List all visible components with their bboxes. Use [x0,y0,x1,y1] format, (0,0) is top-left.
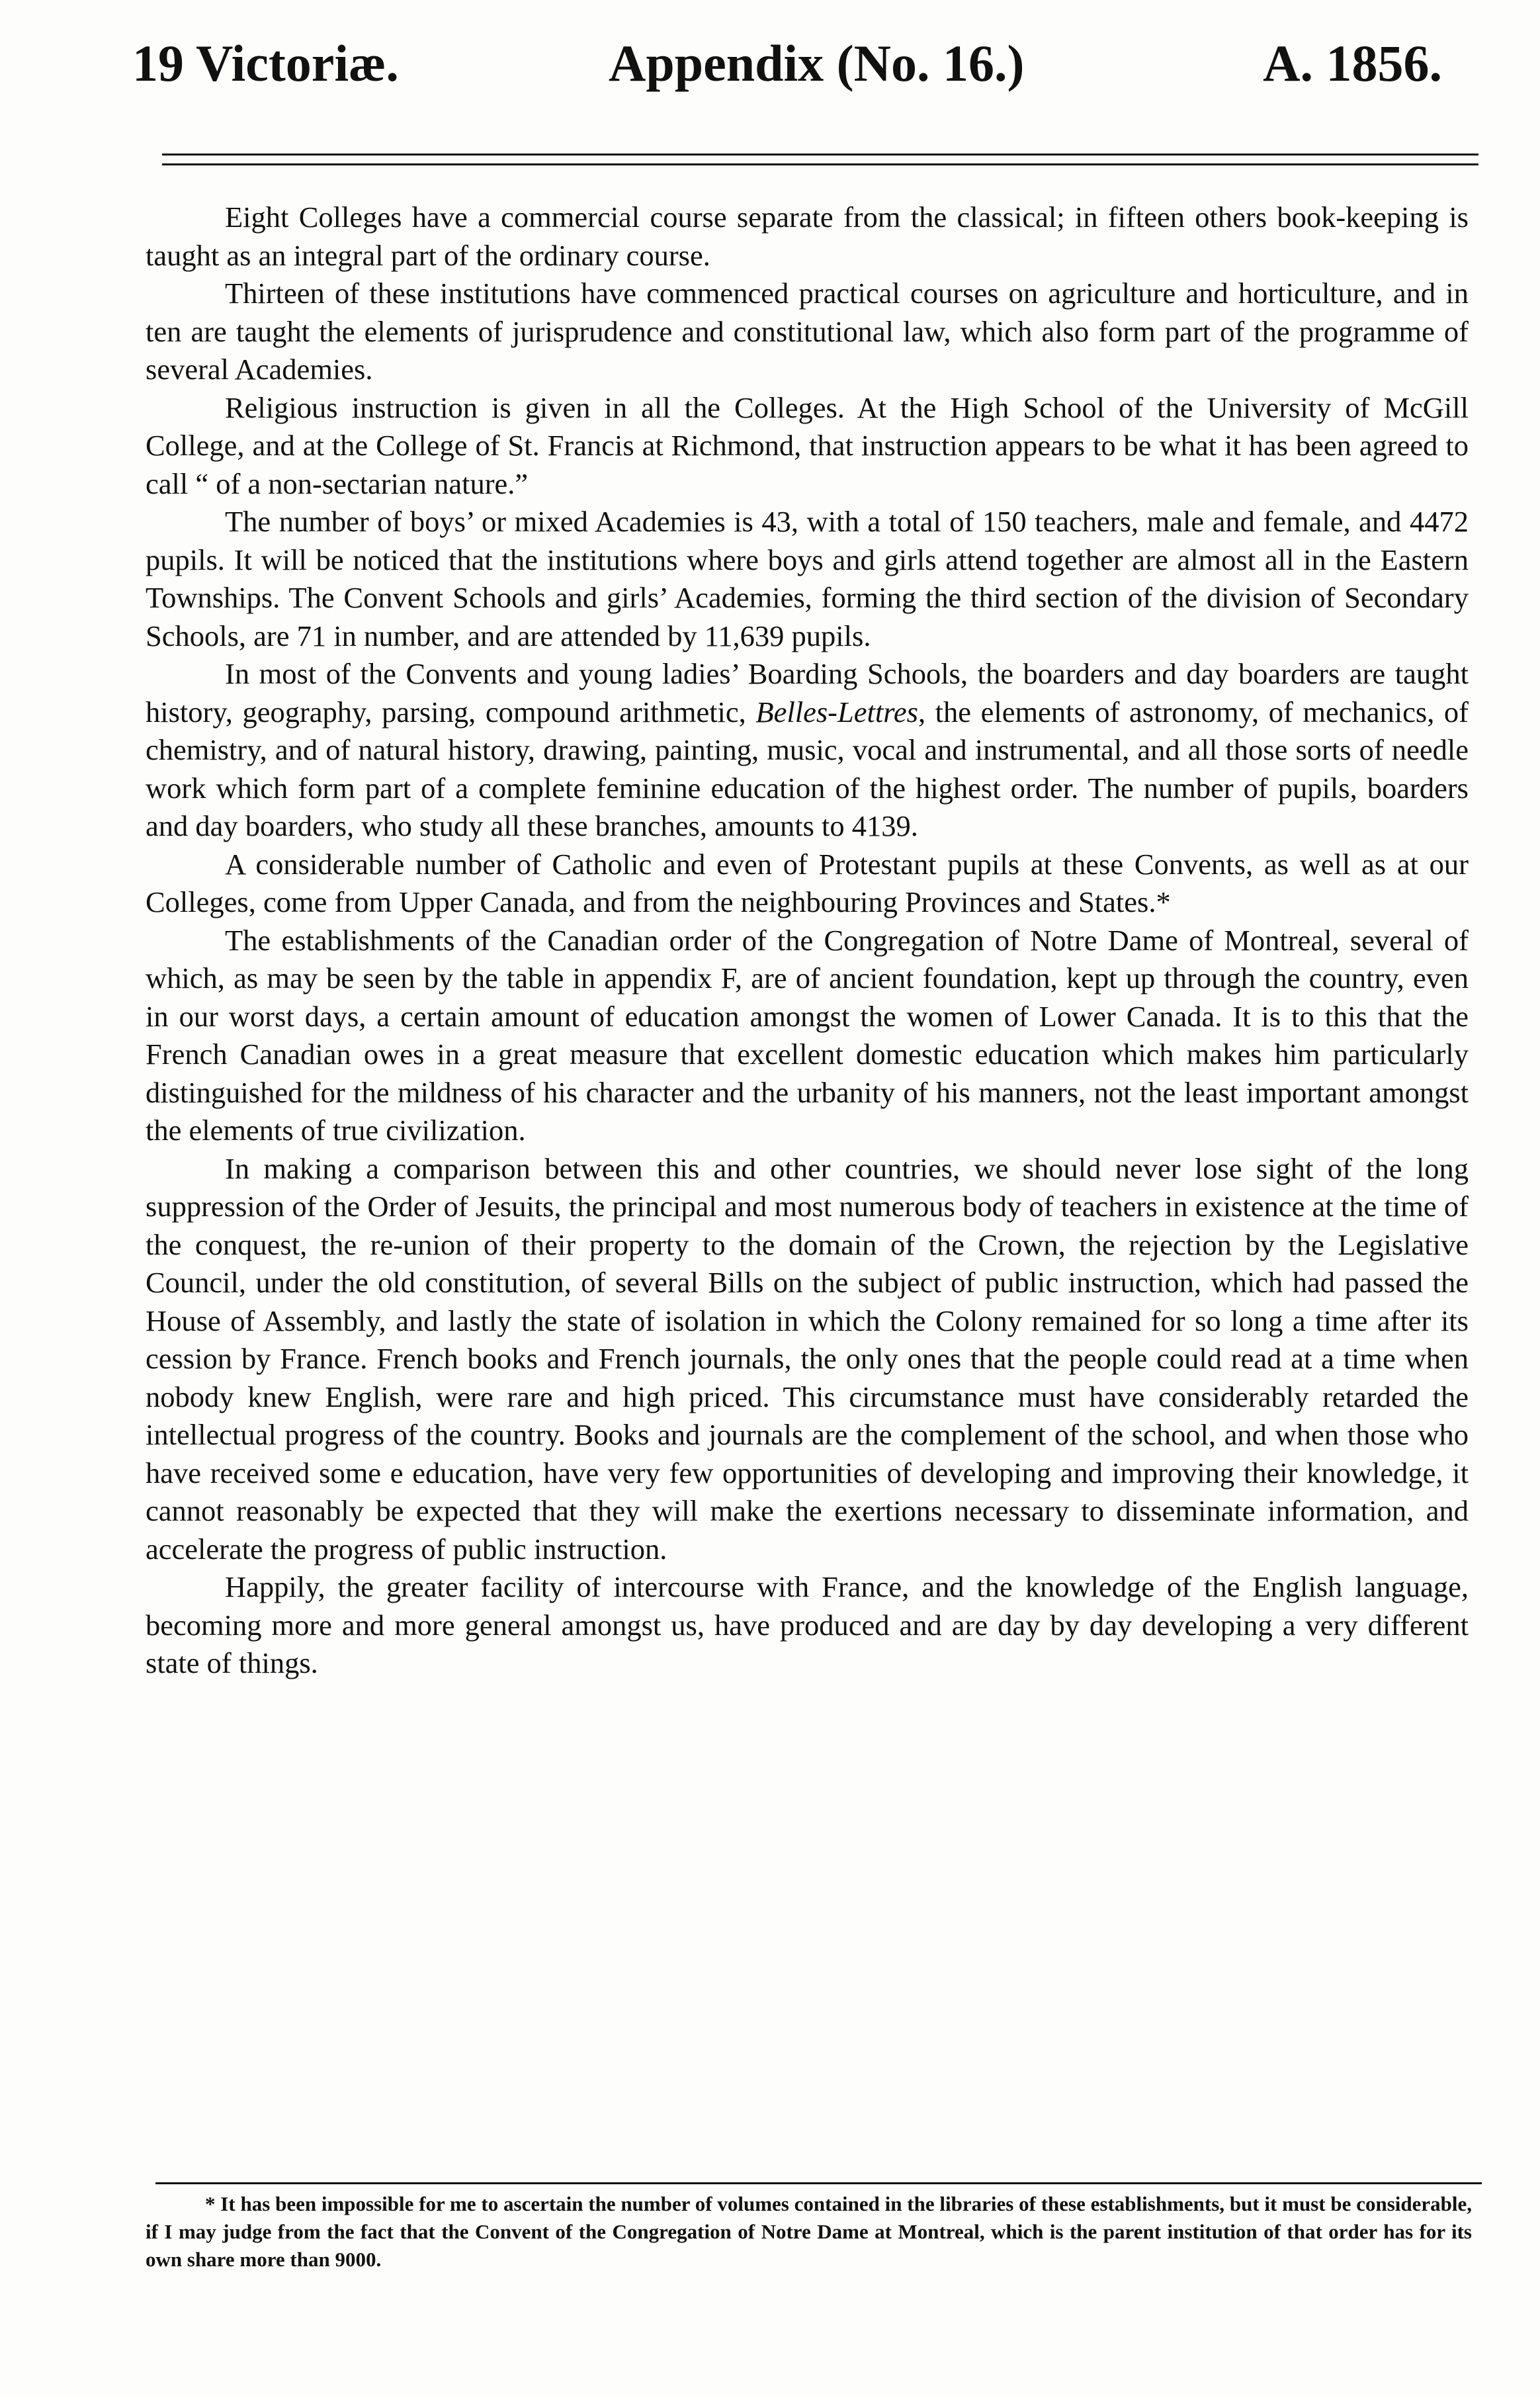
paragraph-notre-dame: The establishments of the Canadian order of the Congregation of Notre Dame of Montreal, several of which, as may be seen by the table in appendix F, are of ancient foundation, kept up through the country, even in our worst days, a certain amount of education amongst the women of Lower Canada. It is to this that the French Canadian owes in a great measure that excellent domestic education which makes him particularly distinguished for the mildness of his character and the urbanity of his manners, not the least important amongst the elements of true civilization. [146,923,1469,1147]
paragraph-convents-start: In most of the Convents and young ladies’ Boarding Schools, the boarders and day boarders are taught history, geography, parsing, compound arithmetic, [146,657,1469,729]
footnote-rule [155,2182,1482,2184]
header-double-rule [162,154,1478,165]
body-text [146,199,1469,1683]
paragraph-convents-end: , the elements of astronomy, of mechanics, of chemistry, and of natural history, drawing, painting, music, vocal and instrumental, and all those sorts of needle work which form part of a complete feminine education of the highest order. The number of pupils, boarders and day boarders, who study all these branches, amounts to 4139. [146,695,1469,842]
paragraph-academies: The number of boys’ or mixed Academies is 43, with a total of 150 teachers, male and female, and 4472 pupils. It will be noticed that the institutions where boys and girls attend together are almost all in the Eastern Townships. The Convent Schools and girls’ Academies, forming the third section of the division of Secondary Schools, are 71 in number, and are attended by 11,639 pupils. [146,505,1469,652]
paragraph-religious-instruction: Religious instruction is given in all the Colleges. At the High School of the University of McGill College, and at the College of St. Francis at Richmond, that instruction appears to be what it has been agreed to call “ of a non-sectarian nature.” [146,390,1469,500]
header-appendix: Appendix (No. 16.) [609,34,1025,92]
paragraph-conclusion: Happily, the greater facility of intercourse with France, and the knowledge of the English language, becoming more and more general amongst us, have produced and are day by day developing a very different state of things. [146,1570,1469,1679]
header-year: A. 1856. [1263,34,1442,92]
paragraph-upper-canada-pupils: A considerable number of Catholic and even of Protestant pupils at these Convents, as well as at our Colleges, come from Upper Canada, and from the neighbouring Provinces and States.* [146,847,1469,918]
belles-lettres-term: Belles-Lettres [755,695,918,729]
paragraph-agriculture: Thirteen of these institutions have commenced practical courses on agriculture and horticulture, and in ten are taught the elements of jurisprudence and constitutional law, which also form part of the programme of several Academies. [146,277,1469,386]
footnote-text: * It has been impossible for me to ascertain the number of volumes contained in the libraries of these establishments, but it must be considerable, if I may judge from the fact that the Convent of the Congregation of Notre Dame at Montreal, which is the parent institution of that order has for its own share more than 9000. [146,2192,1472,2271]
paragraph-commercial-course: Eight Colleges have a commercial course separate from the classical; in fifteen others book-keeping is taught as an integral part of the ordinary course. [146,200,1469,272]
page-header [132,24,1442,103]
paragraph-comparison: In making a comparison between this and other countries, we should never lose sight of the long suppression of the Order of Jesuits, the principal and most numerous body of teachers in existence at the time of the conquest, the re-union of their property to the domain of the Crown, the rejection by the Legislative Council, under the old constitution, of several Bills on the subject of public instruction, which had passed the House of Assembly, and lastly the state of isolation in which the Colony remained for so long a time after its cession by France. French books and French journals, the only ones that the people could read at a time when nobody knew English, were rare and high priced. This circumstance must have considerably retarded the intellectual progress of the country. Books and journals are the complement of the school, and when those who have received some e education, have very few opportunities of developing and improving their knowledge, it cannot reasonably be expected that they will make the exertions necessary to disseminate information, and accelerate the progress of public instruction. [146,1151,1469,1566]
header-session: 19 Victoriæ. [132,34,399,92]
paragraph-convents [146,655,1469,846]
footnote [146,2190,1472,2274]
